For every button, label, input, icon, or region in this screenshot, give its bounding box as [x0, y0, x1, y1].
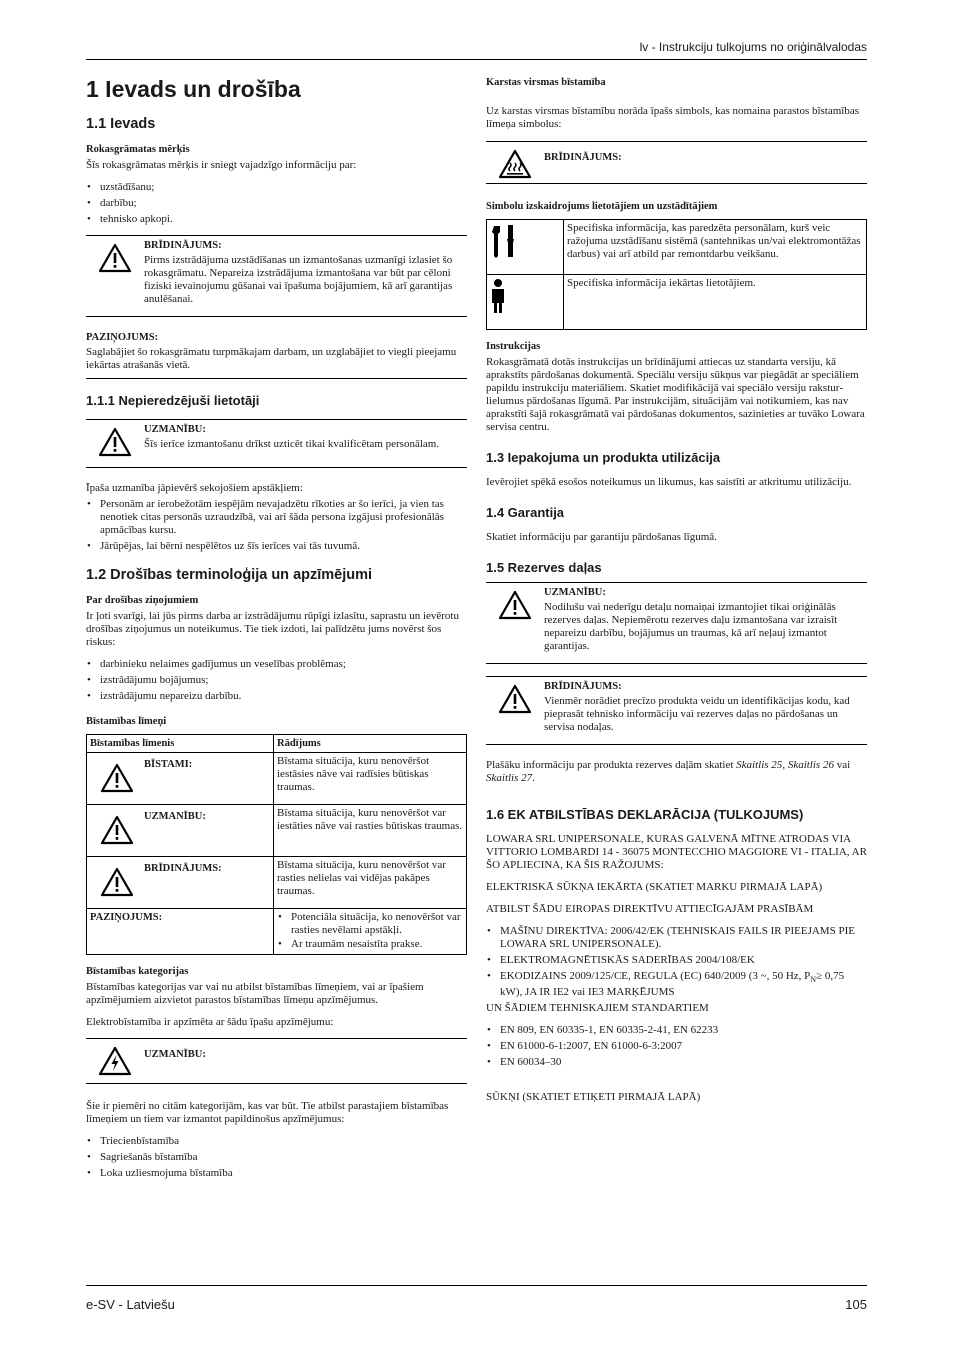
table-row [87, 805, 467, 857]
directives-list [486, 925, 867, 999]
table-row [87, 753, 467, 805]
declaration-standards: UN ŠĀDIEM TEHNISKAJIEM STANDARTIEM [486, 1002, 709, 1015]
caution-box [486, 582, 867, 664]
hazard-level-label: BRĪDINĀJUMS: [144, 863, 222, 874]
warning-triangle-icon [90, 859, 144, 897]
symbols-table [486, 219, 867, 330]
section-1-3-text: Ievērojiet spēkā esošos noteikumus un likumus, kas saistīti ar atkritumu utilizāciju. [486, 476, 852, 488]
section-1-2-title: 1.2 Drošības terminoloģija un apzīmējumi [86, 567, 373, 583]
caution-text: Nodilušu vai nederīgu detaļu nomaiņai izmantojiet tikai oriģinālās rezerves daļas. Nepiemērotu rezerves daļu izmantošana var izraisīt nepareizu darbību, bojājumus un traumas, kā arī neļauj izmantot garantijas. [544, 601, 838, 652]
purpose-text: Šīs rokasgrāmatas mērķis ir sniegt vajadzīgo informāciju par: [86, 159, 357, 171]
section-1-5-title: 1.5 Rezerves daļas [486, 560, 602, 575]
warning-triangle-icon [486, 680, 544, 734]
list-item: • uzstādīšanu; [86, 181, 467, 194]
separator: , [782, 759, 788, 771]
figure-link[interactable]: Skaitlis 27 [486, 772, 533, 784]
list-item: • MAŠĪNU DIREKTĪVA: 2006/42/EK (TEHNISKAIS FAILS IR PIEEJAMS PIE LOWARA SRL UNIPERSONALE). [486, 925, 867, 951]
symbols-subtitle: Simbolu izskaidrojums lietotājiem un uzstādītājiem [486, 201, 718, 212]
list-item: • Ar traumām nesaistīta prakse. [277, 938, 463, 951]
hazard-level-label: BĪSTAMI: [144, 759, 193, 770]
warning-text: Vienmēr norādiet precīzo produkta veidu un identifikācijas kodu, kad pieprasāt tehnisko informāciju vai rezerves daļas no pārdošanas un servisa nodaļas. [544, 695, 850, 733]
caution-text: Šīs ierīce izmantošanu drīkst uzticēt tikai kvalificētam personālam. [144, 438, 440, 450]
ecodesign-text-a: EKODIZAINS 2009/125/CE, REGULA (EC) 640/2009 (3 ~, 50 Hz, P [500, 970, 811, 982]
hazard-level-text: Bīstama situācija, kuru nenovēršot var rasties nelielas vai vidējas pakāpes traumas. [274, 857, 467, 909]
warning-title: BRĪDINĀJUMS: [144, 240, 222, 251]
list-item: • Personām ar ierobežotām iespējām nevajadzētu rīkoties ar šo ierīci, ja vien tas nenotiek citas personās uzraudzībā, vai arī šāda persona izgājusi profesionālās apmācības kursu. [86, 498, 467, 537]
hot-surface-text: Uz karstas virsmas bīstamību norāda īpašs simbols, kas nomaina parastos bīstamības līmeņa simbolus: [486, 105, 860, 130]
warning-text: Pirms izstrādājuma uzstādīšanas un izmantošanas uzmanīgi izlasiet šo rokasgrāmatu. Nepareiza izstrādājuma izmantošana var būt par cēloni fiziski ievainojumu gūšanai vai īpašuma bojājumiem, kā arī garantijas anulēšanai. [144, 254, 453, 305]
warning-triangle-icon [90, 755, 144, 793]
list-item: • izstrādājumu bojājumus; [86, 674, 467, 687]
declaration-directives: ATBILST ŠĀDU EIROPAS DIREKTĪVU ATTIECĪGAJĀM PRASĪBĀM [486, 903, 814, 915]
special-list [86, 498, 467, 553]
symbol-description: Specifiska informācija iekārtas lietotājiem. [564, 275, 867, 330]
header-rule [86, 59, 867, 60]
warning-box [86, 235, 467, 317]
section-1-4-title: 1.4 Garantija [486, 505, 565, 520]
warning-triangle-icon [486, 586, 544, 653]
hazard-level-label: PAZIŅOJUMS: [90, 912, 163, 923]
footer-doc-name: e-SV - Latviešu [86, 1297, 175, 1312]
section-1-4-text: Skatiet informāciju par garantiju pārdošanas līgumā. [486, 531, 717, 543]
table-row [487, 275, 867, 330]
hazard-level-text: Bīstama situācija, kuru nenovēršot iestāsies nāve vai radīsies būtiskas traumas. [274, 753, 467, 805]
section-1-1-1-title: 1.1.1 Nepieredzējuši lietotāji [86, 393, 260, 408]
electric-caution-box [86, 1038, 467, 1084]
person-icon [487, 275, 564, 330]
table-row [87, 857, 467, 909]
list-item: • EN 809, EN 60335-1, EN 60335-2-41, EN 62233 [486, 1024, 867, 1037]
section-1-1-title: 1.1 Ievads [86, 116, 156, 132]
list-item: • Loka uzliesmojuma bīstamība [86, 1167, 467, 1180]
symbol-description: Specifiska informācija, kas paredzēta personālam, kurš veic ražojuma uzstādīšanu sistēmā (santehnikas un/vai elektromontāžas darbus) vai arī atbild par remontdarbu veikšanu. [564, 220, 867, 275]
figure-link[interactable]: Skaitlis 25 [736, 759, 783, 771]
caution-title: UZMANĪBU: [544, 587, 606, 598]
hot-surface-icon [486, 145, 544, 179]
list-item: • Jārūpējas, lai bērni nespēlētos uz šīs ierīces vai tās tuvumā. [86, 540, 467, 553]
hazard-categories-subtitle: Bīstamības kategorijas [86, 966, 189, 977]
caution-title: UZMANĪBU: [144, 424, 206, 435]
hazard-level-label: UZMANĪBU: [144, 811, 206, 822]
hot-surface-warning-box [486, 141, 867, 184]
purpose-list [86, 181, 467, 226]
other-categories-text: Šie ir piemēri no citām kategorijām, kas var būt. Tie atbilst parastajiem bīstamības līmeņiem un tiem var izmantot papildinošus apzīmējumus: [86, 1100, 449, 1125]
table-header: Bīstamības līmenis [87, 735, 274, 753]
page-header: lv - Instrukciju tulkojums no oriģinālvalodas [639, 40, 867, 54]
list-item: • Triecienbīstamība [86, 1135, 467, 1148]
warning-triangle-icon [90, 807, 144, 845]
warning-triangle-icon [86, 423, 144, 457]
section-1-3-title: 1.3 Iepakojuma un produkta utilizācija [486, 450, 721, 465]
safety-messages-text: Ir ļoti svarīgi, lai jūs pirms darba ar izstrādājumu rūpīgi izlasītu, saprastu un ievērotu drošības ziņojumus un noteikumus. Tie tiek izdoti, lai palīdzētu jums novērst šos riskus: [86, 610, 459, 648]
list-item [486, 970, 867, 999]
ecodesign-text-b: ≥ 0,75 kW), JA IR IE2 vai IE3 MARĶĒJUMS [500, 970, 845, 999]
notice-title: PAZIŅOJUMS: [86, 332, 159, 343]
instructions-text: Rokasgrāmatā dotās instrukcijas un brīdinājumi attiecas uz standarta versiju, kā aprakstīts pārdošanas dokumentā. Speciālu versiju sūkņus var piegādāt ar speciāliem papildu instrukciju materiāliem. Skatiet modifikācijā vai speciālo versiju raksturlielumus pārdošanas līgumā. Par instrukcijām, situācijām vai notikumiem, kas nav aprakstīti šajā rokasgrāmatā vai pārdošanas dokumentos, sazinieties ar tuvāko Lowara servisa centru. [486, 356, 865, 433]
safety-messages-subtitle: Par drošības ziņojumiem [86, 595, 199, 606]
warning-title: BRĪDINĀJUMS: [544, 152, 622, 163]
notice-box [86, 331, 467, 379]
electric-hazard-text: Elektrobīstamība ir apzīmēta ar šādu īpašu apzīmējumu: [86, 1016, 334, 1028]
declaration-product: ELEKTRISKĀ SŪKŅA IEKĀRTA (SKATIET MARKU PIRMAJĀ LAPĀ) [486, 881, 823, 893]
purpose-subtitle: Rokasgrāmatas mērķis [86, 144, 190, 155]
table-row [87, 909, 467, 955]
list-item: • EN 61000-6-1:2007, EN 61000-6-3:2007 [486, 1040, 867, 1053]
list-item: • Sagriešanās bīstamība [86, 1151, 467, 1164]
instructions-subtitle: Instrukcijas [486, 341, 541, 352]
spare-parts-text-a: Plašāku informāciju par produkta rezerves daļām skatiet [486, 759, 737, 771]
left-column [86, 70, 467, 1189]
caution-title: UZMANĪBU: [144, 1049, 206, 1060]
warning-triangle-icon [86, 239, 144, 306]
notice-list [277, 911, 463, 951]
caution-box [86, 419, 467, 468]
figure-link[interactable]: Skaitlis 26 [787, 759, 834, 771]
list-item: • darbību; [86, 197, 467, 210]
list-item: • EN 60034–30 [486, 1056, 867, 1069]
hazard-level-text: Bīstama situācija, kuru nenovēršot var iestāties nāve vai rasties būtiskas traumas. [274, 805, 467, 857]
risk-list [86, 658, 467, 703]
separator: . [532, 772, 535, 784]
right-column [486, 70, 867, 1113]
standards-list [486, 1024, 867, 1069]
list-item: • darbinieku nelaimes gadījumus un veselības problēmas; [86, 658, 467, 671]
chapter-title: 1 Ievads un drošība [86, 76, 301, 102]
list-item: • ELEKTROMAGNĒTISKĀS SADERĪBAS 2004/108/EK [486, 954, 867, 967]
special-intro: Īpaša uzmanība jāpievērš sekojošiem apstākļiem: [86, 482, 303, 494]
hot-surface-subtitle: Karstas virsmas bīstamība [486, 77, 606, 88]
other-categories-list [86, 1135, 467, 1180]
page-number: 105 [845, 1297, 867, 1312]
list-item: • Potenciāla situācija, ko nenovēršot var rasties nevēlami apstākļi. [277, 911, 463, 937]
spare-parts-text [486, 759, 867, 785]
section-1-6-title: 1.6 EK ATBILSTĪBAS DEKLARĀCIJA (TULKOJUMS) [486, 807, 804, 822]
ecodesign-sub: N [810, 975, 817, 985]
tools-icon [487, 220, 564, 275]
declaration-pumps: SŪKŅI (SKATIET ETIĶETI PIRMAJĀ LAPĀ) [486, 1091, 701, 1104]
separator: vai [833, 759, 851, 771]
table-header: Rādījums [274, 735, 467, 753]
warning-box [486, 676, 867, 745]
list-item: • izstrādājumu nepareizu darbību. [86, 690, 467, 703]
hazard-categories-text: Bīstamības kategorijas var vai nu atbilst bīstamības līmeņiem, vai ar īpašiem apzīmējumiem aizvietot parastos bīstamības līmeņu apzīmējumus. [86, 981, 424, 1006]
notice-text: Saglabājiet šo rokasgrāmatu turpmākajam darbam, un uzglabājiet to viegli pieejamu iekārtas atrašanās vietā. [86, 346, 457, 371]
warning-title: BRĪDINĀJUMS: [544, 681, 622, 692]
hazard-levels-subtitle: Bīstamības līmeņi [86, 716, 167, 727]
list-item: • tehnisko apkopi. [86, 213, 467, 226]
declaration-intro: LOWARA SRL UNIPERSONALE, KURAS GALVENĀ MĪTNE ATRODAS VIA VITTORIO LOMBARDI 14 - 36075 MONTECCHIO MAGGIORE VI - ITALIA, AR ŠO APLIECINA, KA ŠIS RAŽOJUMS: [486, 833, 867, 871]
footer-rule [86, 1285, 867, 1286]
electric-hazard-icon [86, 1042, 144, 1077]
table-row [487, 220, 867, 275]
hazard-levels-table [86, 734, 467, 955]
